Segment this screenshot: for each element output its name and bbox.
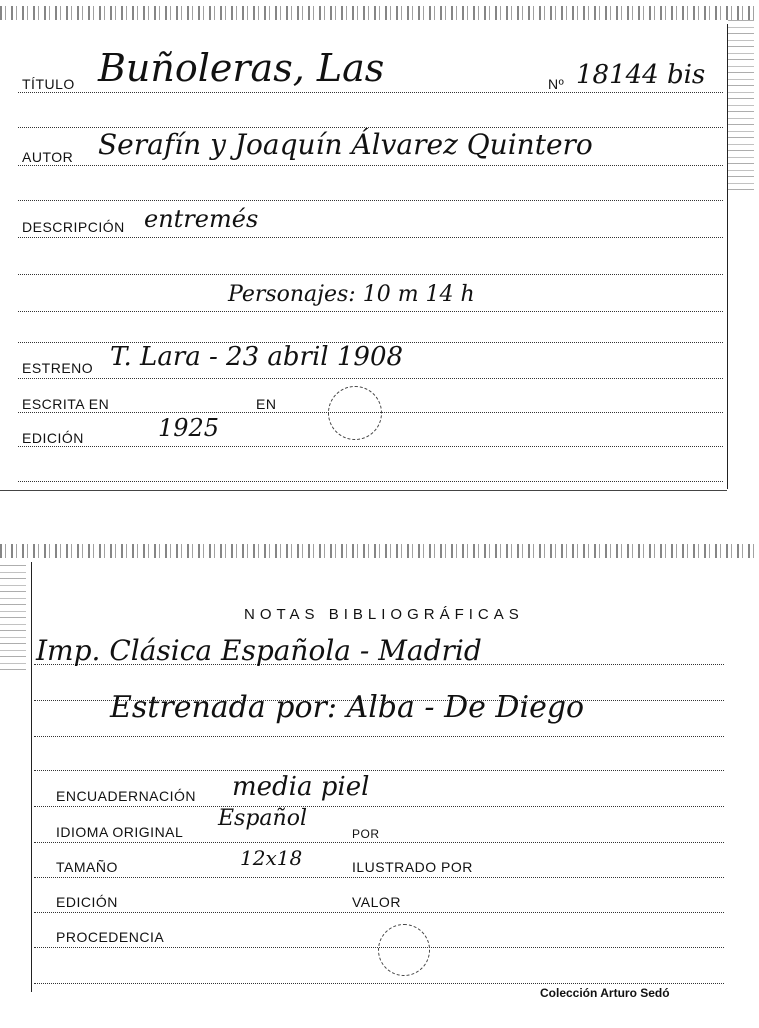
card-left-border [31,562,32,992]
nota-estrenada: Estrenada por: Alba - De Diego [110,690,585,725]
personajes-note: Personajes: 10 m 14 h [228,282,475,307]
rule-line [18,446,723,447]
numero-label: Nº [548,76,565,92]
tamano-label: TAMAÑO [56,859,118,875]
rule-line [18,311,723,312]
nota-imprenta: Imp. Clásica Española - Madrid [36,634,482,667]
rule-line [18,274,723,275]
edicion-value: 1925 [158,414,220,442]
catalog-card-bottom [0,540,759,1028]
titulo-value: Buñoleras, Las [98,46,385,90]
rule-line [34,877,724,878]
autor-label: AUTOR [22,149,74,165]
rule-line [18,237,723,238]
notas-bibliograficas-title: NOTAS BIBLIOGRÁFICAS [244,606,524,623]
en-label: EN [256,396,277,412]
escrita-en-label: ESCRITA EN [22,396,110,412]
card-torn-edge [0,544,759,558]
rule-line [34,806,724,807]
card-right-border [727,24,728,489]
edicion-label: EDICIÓN [56,894,118,910]
descripcion-value: entremés [144,205,259,233]
punch-hole-mark [378,924,430,976]
encuadernacion-value: media piel [232,772,370,802]
por-label: POR [352,827,380,841]
estreno-label: ESTRENO [22,360,94,376]
ilustrado-por-label: ILUSTRADO POR [352,859,473,875]
titulo-label: TÍTULO [22,76,75,92]
rule-line [34,770,724,771]
rule-line [18,92,723,93]
idioma-original-value: Español [218,806,307,831]
rule-line [34,736,724,737]
card-bottom-border [0,490,727,491]
rule-line [18,165,723,166]
catalog-card-top [0,0,759,495]
numero-value: 18144 bis [576,60,706,90]
procedencia-label: PROCEDENCIA [56,929,165,945]
rule-line [34,912,724,913]
rule-line [34,983,724,984]
rule-line [18,378,723,379]
idioma-original-label: IDIOMA ORIGINAL [56,824,184,840]
estreno-value: T. Lara - 23 abril 1908 [110,342,404,372]
tamano-value: 12x18 [240,846,303,870]
autor-value: Serafín y Joaquín Álvarez Quintero [98,128,593,161]
rule-line [18,200,723,201]
edicion-label: EDICIÓN [22,430,84,446]
card-torn-edge [0,6,759,20]
encuadernacion-label: ENCUADERNACIÓN [56,788,197,804]
descripcion-label: DESCRIPCIÓN [22,219,125,235]
rule-line [34,842,724,843]
rule-line [18,481,723,482]
card-side-speckle [728,20,754,190]
valor-label: VALOR [352,894,401,910]
coleccion-footer: Colección Arturo Sedó [540,986,670,1000]
card-side-speckle [0,560,26,670]
punch-hole-mark [328,386,382,440]
